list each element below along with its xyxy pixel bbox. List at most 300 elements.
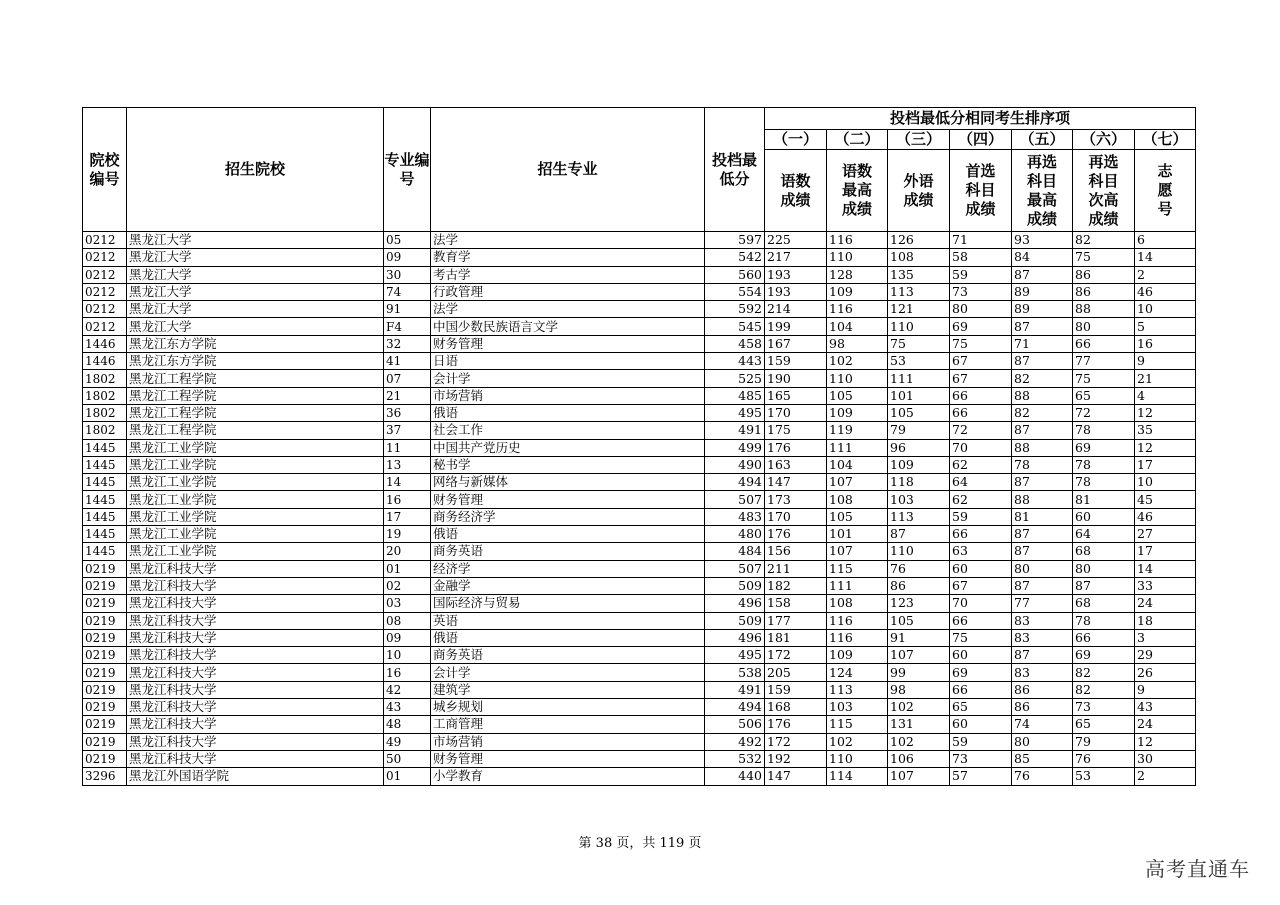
cell-chinese-math-max: 119	[827, 422, 888, 439]
cell-major-code: 13	[384, 456, 431, 473]
cell-major-name: 中国少数民族语言文学	[431, 318, 705, 335]
cell-major-name: 社会工作	[431, 422, 705, 439]
tiebreak-index-3: （三）	[888, 130, 950, 150]
cell-chinese-math: 175	[765, 422, 827, 439]
cell-major-code: 14	[384, 474, 431, 491]
cell-preference-no: 12	[1135, 733, 1196, 750]
cell-school-code: 0212	[83, 301, 127, 318]
cell-chinese-math: 172	[765, 733, 827, 750]
cell-school-name: 黑龙江东方学院	[127, 335, 384, 352]
cell-second-subject-next: 88	[1073, 301, 1135, 318]
cell-first-subject: 60	[950, 716, 1012, 733]
cell-chinese-math: 147	[765, 768, 827, 785]
cell-chinese-math: 205	[765, 664, 827, 681]
cell-second-subject-next: 60	[1073, 508, 1135, 525]
cell-chinese-math: 176	[765, 439, 827, 456]
cell-major-code: 74	[384, 283, 431, 300]
cell-school-name: 黑龙江工程学院	[127, 370, 384, 387]
cell-school-code: 1445	[83, 474, 127, 491]
tiebreak-label-4: 首选科目成绩	[950, 150, 1012, 232]
cell-min-score: 494	[705, 474, 765, 491]
cell-chinese-math: 214	[765, 301, 827, 318]
cell-min-score: 532	[705, 750, 765, 767]
cell-preference-no: 29	[1135, 647, 1196, 664]
cell-school-name: 黑龙江大学	[127, 318, 384, 335]
table-row	[83, 750, 1196, 767]
cell-second-subject-next: 69	[1073, 439, 1135, 456]
cell-major-name: 会计学	[431, 370, 705, 387]
cell-chinese-math-max: 98	[827, 335, 888, 352]
tiebreak-index-2: （二）	[827, 130, 888, 150]
cell-preference-no: 18	[1135, 612, 1196, 629]
cell-chinese-math: 225	[765, 232, 827, 249]
cell-school-code: 0219	[83, 664, 127, 681]
cell-school-name: 黑龙江科技大学	[127, 595, 384, 612]
cell-chinese-math-max: 102	[827, 733, 888, 750]
cell-major-code: 21	[384, 387, 431, 404]
cell-min-score: 484	[705, 543, 765, 560]
cell-major-code: 03	[384, 595, 431, 612]
cell-school-name: 黑龙江外国语学院	[127, 768, 384, 785]
cell-major-name: 金融学	[431, 577, 705, 594]
cell-school-code: 0219	[83, 733, 127, 750]
table-row	[83, 439, 1196, 456]
cell-first-subject: 66	[950, 404, 1012, 421]
cell-school-name: 黑龙江科技大学	[127, 612, 384, 629]
cell-second-subject-next: 75	[1073, 249, 1135, 266]
cell-school-code: 1446	[83, 335, 127, 352]
cell-chinese-math-max: 116	[827, 232, 888, 249]
cell-first-subject: 60	[950, 560, 1012, 577]
cell-major-name: 建筑学	[431, 681, 705, 698]
table-row	[83, 387, 1196, 404]
table-row	[83, 681, 1196, 698]
cell-chinese-math: 177	[765, 612, 827, 629]
cell-major-code: 19	[384, 526, 431, 543]
cell-second-subject-next: 65	[1073, 716, 1135, 733]
table-row	[83, 353, 1196, 370]
cell-first-subject: 66	[950, 526, 1012, 543]
cell-school-code: 1445	[83, 456, 127, 473]
cell-chinese-math: 182	[765, 577, 827, 594]
cell-foreign-lang: 96	[888, 439, 950, 456]
cell-min-score: 491	[705, 681, 765, 698]
cell-preference-no: 17	[1135, 543, 1196, 560]
cell-school-code: 0219	[83, 681, 127, 698]
cell-second-subject-max: 83	[1012, 629, 1073, 646]
cell-foreign-lang: 53	[888, 353, 950, 370]
cell-second-subject-next: 72	[1073, 404, 1135, 421]
cell-school-name: 黑龙江科技大学	[127, 699, 384, 716]
cell-school-name: 黑龙江大学	[127, 232, 384, 249]
cell-school-name: 黑龙江工业学院	[127, 474, 384, 491]
table-body	[83, 232, 1196, 786]
cell-second-subject-max: 71	[1012, 335, 1073, 352]
cell-second-subject-max: 80	[1012, 560, 1073, 577]
cell-school-name: 黑龙江东方学院	[127, 353, 384, 370]
cell-second-subject-max: 84	[1012, 249, 1073, 266]
cell-second-subject-next: 69	[1073, 647, 1135, 664]
cell-major-code: 48	[384, 716, 431, 733]
cell-min-score: 542	[705, 249, 765, 266]
cell-min-score: 509	[705, 577, 765, 594]
cell-school-code: 1445	[83, 439, 127, 456]
cell-second-subject-next: 78	[1073, 456, 1135, 473]
cell-chinese-math-max: 128	[827, 266, 888, 283]
cell-second-subject-max: 77	[1012, 595, 1073, 612]
cell-min-score: 496	[705, 629, 765, 646]
table-row	[83, 768, 1196, 785]
cell-chinese-math: 167	[765, 335, 827, 352]
cell-major-code: 36	[384, 404, 431, 421]
cell-foreign-lang: 105	[888, 404, 950, 421]
cell-major-name: 财务管理	[431, 491, 705, 508]
cell-min-score: 494	[705, 699, 765, 716]
cell-major-code: 16	[384, 664, 431, 681]
cell-school-name: 黑龙江科技大学	[127, 647, 384, 664]
cell-chinese-math-max: 108	[827, 595, 888, 612]
table-row	[83, 612, 1196, 629]
cell-school-name: 黑龙江工业学院	[127, 456, 384, 473]
cell-school-code: 0212	[83, 249, 127, 266]
cell-preference-no: 9	[1135, 681, 1196, 698]
cell-first-subject: 69	[950, 318, 1012, 335]
cell-chinese-math-max: 116	[827, 629, 888, 646]
cell-second-subject-next: 66	[1073, 335, 1135, 352]
cell-first-subject: 59	[950, 733, 1012, 750]
cell-foreign-lang: 106	[888, 750, 950, 767]
cell-major-name: 网络与新媒体	[431, 474, 705, 491]
cell-school-name: 黑龙江工业学院	[127, 439, 384, 456]
cell-first-subject: 64	[950, 474, 1012, 491]
cell-foreign-lang: 86	[888, 577, 950, 594]
cell-school-code: 0219	[83, 577, 127, 594]
cell-chinese-math-max: 109	[827, 647, 888, 664]
cell-major-code: 20	[384, 543, 431, 560]
cell-second-subject-next: 75	[1073, 370, 1135, 387]
cell-first-subject: 71	[950, 232, 1012, 249]
cell-school-code: 1445	[83, 543, 127, 560]
cell-school-name: 黑龙江大学	[127, 266, 384, 283]
cell-min-score: 499	[705, 439, 765, 456]
cell-second-subject-next: 73	[1073, 699, 1135, 716]
tiebreak-index-4: （四）	[950, 130, 1012, 150]
cell-second-subject-max: 82	[1012, 404, 1073, 421]
cell-school-code: 0219	[83, 612, 127, 629]
tiebreak-index-5: （五）	[1012, 130, 1073, 150]
cell-first-subject: 66	[950, 681, 1012, 698]
cell-second-subject-max: 87	[1012, 577, 1073, 594]
cell-chinese-math-max: 107	[827, 474, 888, 491]
tiebreak-label-7: 志愿号	[1135, 150, 1196, 232]
cell-major-name: 英语	[431, 612, 705, 629]
cell-major-code: 91	[384, 301, 431, 318]
cell-major-name: 商务英语	[431, 647, 705, 664]
cell-second-subject-max: 82	[1012, 370, 1073, 387]
cell-major-code: 50	[384, 750, 431, 767]
cell-chinese-math: 173	[765, 491, 827, 508]
cell-preference-no: 9	[1135, 353, 1196, 370]
cell-foreign-lang: 131	[888, 716, 950, 733]
cell-foreign-lang: 76	[888, 560, 950, 577]
cell-preference-no: 5	[1135, 318, 1196, 335]
cell-first-subject: 59	[950, 508, 1012, 525]
cell-foreign-lang: 75	[888, 335, 950, 352]
cell-second-subject-next: 78	[1073, 612, 1135, 629]
cell-first-subject: 67	[950, 577, 1012, 594]
table-row	[83, 577, 1196, 594]
cell-foreign-lang: 98	[888, 681, 950, 698]
cell-preference-no: 35	[1135, 422, 1196, 439]
cell-second-subject-next: 68	[1073, 543, 1135, 560]
col-major-code: 专业编号	[384, 108, 431, 232]
cell-school-code: 1445	[83, 491, 127, 508]
cell-first-subject: 63	[950, 543, 1012, 560]
cell-second-subject-max: 87	[1012, 543, 1073, 560]
cell-second-subject-next: 80	[1073, 318, 1135, 335]
cell-school-name: 黑龙江工业学院	[127, 543, 384, 560]
cell-min-score: 490	[705, 456, 765, 473]
cell-first-subject: 70	[950, 439, 1012, 456]
cell-first-subject: 66	[950, 387, 1012, 404]
cell-second-subject-next: 68	[1073, 595, 1135, 612]
cell-chinese-math: 168	[765, 699, 827, 716]
cell-major-name: 财务管理	[431, 750, 705, 767]
cell-major-code: 09	[384, 629, 431, 646]
tiebreak-label-5: 再选科目最高成绩	[1012, 150, 1073, 232]
cell-second-subject-max: 81	[1012, 508, 1073, 525]
cell-major-name: 秘书学	[431, 456, 705, 473]
cell-foreign-lang: 91	[888, 629, 950, 646]
cell-foreign-lang: 121	[888, 301, 950, 318]
cell-foreign-lang: 108	[888, 249, 950, 266]
cell-school-code: 0219	[83, 647, 127, 664]
cell-min-score: 538	[705, 664, 765, 681]
table-row	[83, 526, 1196, 543]
cell-min-score: 458	[705, 335, 765, 352]
cell-major-code: F4	[384, 318, 431, 335]
cell-major-code: 32	[384, 335, 431, 352]
cell-first-subject: 75	[950, 629, 1012, 646]
cell-min-score: 525	[705, 370, 765, 387]
cell-chinese-math-max: 109	[827, 404, 888, 421]
cell-chinese-math: 192	[765, 750, 827, 767]
cell-foreign-lang: 109	[888, 456, 950, 473]
cell-major-name: 俄语	[431, 526, 705, 543]
cell-major-name: 工商管理	[431, 716, 705, 733]
cell-preference-no: 24	[1135, 716, 1196, 733]
cell-chinese-math-max: 116	[827, 301, 888, 318]
cell-first-subject: 59	[950, 266, 1012, 283]
cell-school-name: 黑龙江大学	[127, 301, 384, 318]
cell-min-score: 480	[705, 526, 765, 543]
cell-preference-no: 17	[1135, 456, 1196, 473]
cell-major-name: 商务经济学	[431, 508, 705, 525]
cell-major-name: 行政管理	[431, 283, 705, 300]
cell-school-name: 黑龙江科技大学	[127, 733, 384, 750]
cell-preference-no: 27	[1135, 526, 1196, 543]
cell-preference-no: 30	[1135, 750, 1196, 767]
cell-chinese-math-max: 104	[827, 318, 888, 335]
cell-min-score: 495	[705, 404, 765, 421]
cell-first-subject: 80	[950, 301, 1012, 318]
tiebreak-index-1: （一）	[765, 130, 827, 150]
cell-chinese-math: 165	[765, 387, 827, 404]
cell-school-code: 1802	[83, 387, 127, 404]
cell-second-subject-next: 82	[1073, 664, 1135, 681]
tiebreak-title: 投档最低分相同考生排序项	[765, 108, 1196, 130]
cell-preference-no: 10	[1135, 301, 1196, 318]
cell-second-subject-next: 79	[1073, 733, 1135, 750]
cell-preference-no: 12	[1135, 404, 1196, 421]
cell-school-name: 黑龙江科技大学	[127, 716, 384, 733]
cell-preference-no: 3	[1135, 629, 1196, 646]
cell-second-subject-next: 77	[1073, 353, 1135, 370]
cell-second-subject-max: 88	[1012, 387, 1073, 404]
cell-second-subject-max: 88	[1012, 491, 1073, 508]
cell-chinese-math: 190	[765, 370, 827, 387]
cell-major-code: 01	[384, 560, 431, 577]
watermark: 高考直通车	[1145, 857, 1250, 881]
cell-second-subject-next: 82	[1073, 681, 1135, 698]
cell-first-subject: 66	[950, 612, 1012, 629]
cell-first-subject: 65	[950, 699, 1012, 716]
cell-major-code: 30	[384, 266, 431, 283]
cell-chinese-math-max: 110	[827, 750, 888, 767]
cell-school-name: 黑龙江工业学院	[127, 508, 384, 525]
cell-school-name: 黑龙江大学	[127, 249, 384, 266]
cell-preference-no: 14	[1135, 249, 1196, 266]
cell-foreign-lang: 107	[888, 647, 950, 664]
cell-second-subject-max: 74	[1012, 716, 1073, 733]
cell-major-code: 05	[384, 232, 431, 249]
cell-school-name: 黑龙江工程学院	[127, 404, 384, 421]
table-row	[83, 508, 1196, 525]
cell-min-score: 443	[705, 353, 765, 370]
cell-major-code: 10	[384, 647, 431, 664]
cell-second-subject-max: 89	[1012, 283, 1073, 300]
cell-chinese-math: 170	[765, 508, 827, 525]
cell-school-name: 黑龙江工程学院	[127, 387, 384, 404]
cell-second-subject-max: 83	[1012, 612, 1073, 629]
cell-foreign-lang: 79	[888, 422, 950, 439]
cell-foreign-lang: 110	[888, 318, 950, 335]
table-row	[83, 335, 1196, 352]
col-school-name: 招生院校	[127, 108, 384, 232]
cell-preference-no: 4	[1135, 387, 1196, 404]
table-row	[83, 647, 1196, 664]
cell-foreign-lang: 103	[888, 491, 950, 508]
cell-preference-no: 6	[1135, 232, 1196, 249]
cell-chinese-math-max: 105	[827, 387, 888, 404]
cell-second-subject-next: 80	[1073, 560, 1135, 577]
cell-school-code: 0219	[83, 595, 127, 612]
table-row	[83, 232, 1196, 249]
admission-score-table	[82, 107, 1196, 786]
cell-min-score: 545	[705, 318, 765, 335]
tiebreak-label-2: 语数最高成绩	[827, 150, 888, 232]
cell-foreign-lang: 113	[888, 508, 950, 525]
cell-second-subject-next: 81	[1073, 491, 1135, 508]
page-number: 第 38 页，共 119 页	[578, 836, 702, 851]
cell-second-subject-max: 80	[1012, 733, 1073, 750]
cell-major-name: 市场营销	[431, 387, 705, 404]
cell-school-name: 黑龙江科技大学	[127, 681, 384, 698]
cell-second-subject-max: 88	[1012, 439, 1073, 456]
table-row	[83, 543, 1196, 560]
cell-foreign-lang: 135	[888, 266, 950, 283]
table-row	[83, 283, 1196, 300]
cell-second-subject-next: 86	[1073, 266, 1135, 283]
cell-school-name: 黑龙江科技大学	[127, 629, 384, 646]
cell-major-code: 37	[384, 422, 431, 439]
cell-second-subject-max: 86	[1012, 681, 1073, 698]
cell-chinese-math: 176	[765, 526, 827, 543]
tiebreak-index-6: （六）	[1073, 130, 1135, 150]
cell-chinese-math: 181	[765, 629, 827, 646]
cell-school-code: 1445	[83, 526, 127, 543]
cell-foreign-lang: 113	[888, 283, 950, 300]
tiebreak-label-3: 外语成绩	[888, 150, 950, 232]
cell-second-subject-max: 87	[1012, 526, 1073, 543]
cell-chinese-math: 172	[765, 647, 827, 664]
cell-min-score: 496	[705, 595, 765, 612]
cell-first-subject: 72	[950, 422, 1012, 439]
cell-major-name: 财务管理	[431, 335, 705, 352]
cell-foreign-lang: 107	[888, 768, 950, 785]
col-min-score: 投档最低分	[705, 108, 765, 232]
cell-school-code: 1802	[83, 422, 127, 439]
cell-school-name: 黑龙江科技大学	[127, 560, 384, 577]
cell-chinese-math-max: 115	[827, 560, 888, 577]
cell-school-name: 黑龙江工业学院	[127, 491, 384, 508]
cell-major-name: 城乡规划	[431, 699, 705, 716]
cell-second-subject-max: 85	[1012, 750, 1073, 767]
cell-second-subject-max: 93	[1012, 232, 1073, 249]
cell-min-score: 440	[705, 768, 765, 785]
cell-second-subject-max: 78	[1012, 456, 1073, 473]
cell-first-subject: 60	[950, 647, 1012, 664]
tiebreak-label-6: 再选科目次高成绩	[1073, 150, 1135, 232]
cell-chinese-math: 159	[765, 353, 827, 370]
cell-school-code: 0212	[83, 266, 127, 283]
cell-chinese-math: 193	[765, 266, 827, 283]
cell-min-score: 509	[705, 612, 765, 629]
cell-preference-no: 33	[1135, 577, 1196, 594]
cell-major-name: 国际经济与贸易	[431, 595, 705, 612]
cell-min-score: 492	[705, 733, 765, 750]
cell-second-subject-max: 87	[1012, 422, 1073, 439]
cell-major-name: 教育学	[431, 249, 705, 266]
cell-second-subject-next: 86	[1073, 283, 1135, 300]
table-row	[83, 422, 1196, 439]
cell-preference-no: 16	[1135, 335, 1196, 352]
cell-min-score: 485	[705, 387, 765, 404]
cell-first-subject: 58	[950, 249, 1012, 266]
cell-chinese-math: 193	[765, 283, 827, 300]
cell-chinese-math: 158	[765, 595, 827, 612]
cell-preference-no: 26	[1135, 664, 1196, 681]
cell-school-code: 0212	[83, 283, 127, 300]
cell-second-subject-next: 82	[1073, 232, 1135, 249]
cell-second-subject-max: 89	[1012, 301, 1073, 318]
cell-min-score: 483	[705, 508, 765, 525]
cell-major-name: 考古学	[431, 266, 705, 283]
cell-foreign-lang: 102	[888, 699, 950, 716]
cell-school-code: 0212	[83, 318, 127, 335]
cell-foreign-lang: 110	[888, 543, 950, 560]
cell-second-subject-max: 87	[1012, 474, 1073, 491]
